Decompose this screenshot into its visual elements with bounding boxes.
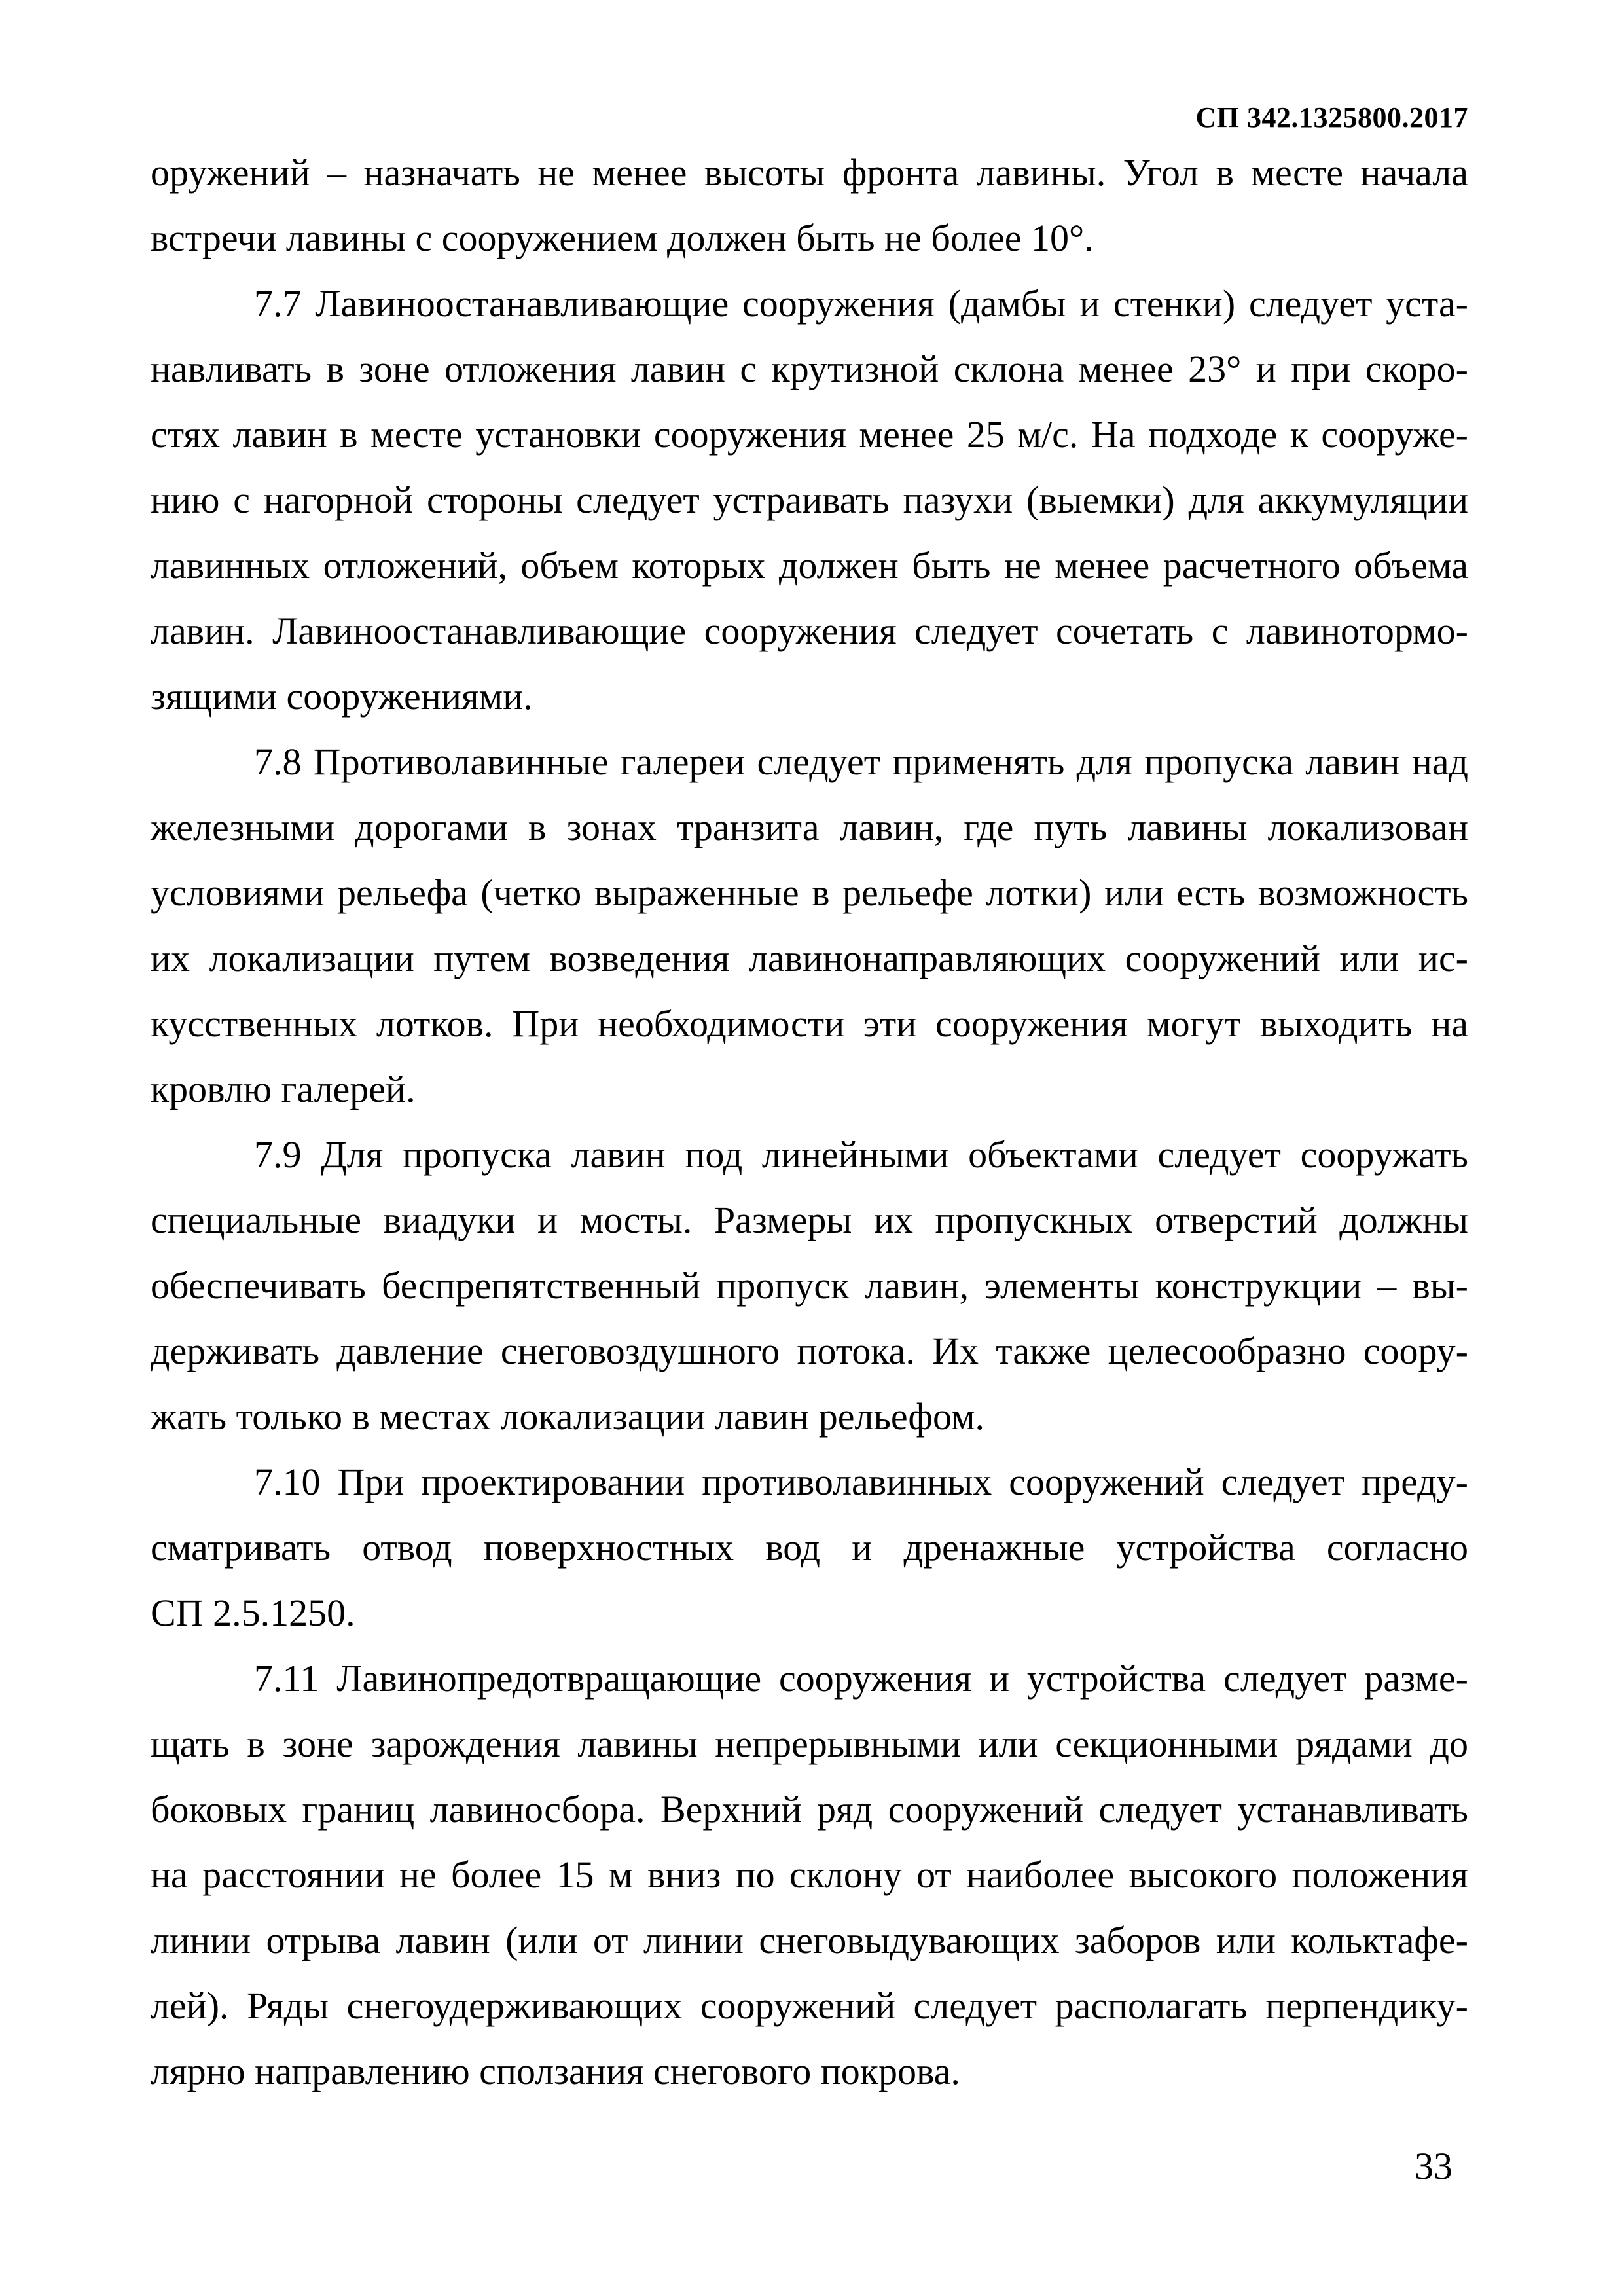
paragraph bbox=[151, 729, 1468, 1122]
text-line: нию с нагорной стороны следует устраивать пазухи (выемки) для аккумуляции bbox=[151, 479, 1468, 521]
text-line: боковых границ лавиносбора. Верхний ряд сооружений следует устанавливать bbox=[151, 1788, 1468, 1831]
text-line: щать в зоне зарождения лавины непрерывными или секционными рядами до bbox=[151, 1722, 1468, 1765]
page-number: 33 bbox=[1415, 2145, 1453, 2187]
text-line: навливать в зоне отложения лавин с крутизной склона менее 23° и при скоро- bbox=[151, 348, 1468, 390]
text-line: жать только в местах локализации лавин рельефом. bbox=[151, 1395, 985, 1438]
text-line: условиями рельефа (четко выраженные в рельефе лотки) или есть возможность bbox=[151, 871, 1468, 914]
text-line: специальные виадуки и мосты. Размеры их пропускных отверстий должны bbox=[151, 1199, 1468, 1241]
text-line: их локализации путем возведения лавинонаправляющих сооружений или ис- bbox=[151, 937, 1468, 979]
paragraph bbox=[151, 140, 1468, 271]
text-line: лярно направлению сползания снегового покрова. bbox=[151, 2050, 960, 2092]
text-line: на расстоянии не более 15 м вниз по склону от наиболее высокого положения bbox=[151, 1853, 1468, 1896]
text-line: лавинных отложений, объем которых должен быть не менее расчетного объема bbox=[151, 544, 1468, 587]
text-line: железными дорогами в зонах транзита лавин, где путь лавины локализован bbox=[151, 806, 1468, 848]
text-line: 7.11 Лавинопредотвращающие сооружения и устройства следует разме- bbox=[254, 1657, 1468, 1700]
text-line: зящими сооружениями. bbox=[151, 675, 533, 718]
text-line: СП 2.5.1250. bbox=[151, 1592, 355, 1634]
text-line: 7.9 Для пропуска лавин под линейными объектами следует сооружать bbox=[254, 1133, 1468, 1176]
paragraph bbox=[151, 1449, 1468, 1646]
paragraph bbox=[151, 1122, 1468, 1449]
doc-code-header: СП 342.1325800.2017 bbox=[1195, 101, 1468, 134]
text-line: лавин. Лавиноостанавливающие сооружения следует сочетать с лавинотормо- bbox=[151, 610, 1468, 652]
text-line: кусственных лотков. При необходимости эти сооружения могут выходить на bbox=[151, 1002, 1468, 1045]
text-line: держивать давление снеговоздушного потока. Их также целесообразно соору- bbox=[151, 1330, 1468, 1372]
text-line: 7.7 Лавиноостанавливающие сооружения (дамбы и стенки) следует уста- bbox=[254, 282, 1468, 325]
body-text bbox=[151, 140, 1468, 2104]
paragraph bbox=[151, 1646, 1468, 2104]
text-line: 7.8 Противолавинные галереи следует применять для пропуска лавин над bbox=[254, 740, 1468, 783]
text-line: обеспечивать беспрепятственный пропуск лавин, элементы конструкции – вы- bbox=[151, 1264, 1468, 1307]
text-line: кровлю галерей. bbox=[151, 1068, 416, 1110]
text-line: 7.10 При проектировании противолавинных сооружений следует преду- bbox=[254, 1461, 1468, 1503]
text-line: оружений – назначать не менее высоты фронта лавины. Угол в месте начала bbox=[151, 151, 1468, 194]
text-line: линии отрыва лавин (или от линии снеговыдувающих заборов или кольктафе- bbox=[151, 1919, 1468, 1961]
text-line: стях лавин в месте установки сооружения менее 25 м/с. На подходе к сооруже- bbox=[151, 413, 1468, 456]
paragraph bbox=[151, 271, 1468, 729]
text-line: лей). Ряды снегоудерживающих сооружений следует располагать перпендику- bbox=[151, 1984, 1468, 2027]
text-line: сматривать отвод поверхностных вод и дренажные устройства согласно bbox=[151, 1526, 1468, 1569]
text-line: встречи лавины с сооружением должен быть не более 10°. bbox=[151, 217, 1094, 259]
